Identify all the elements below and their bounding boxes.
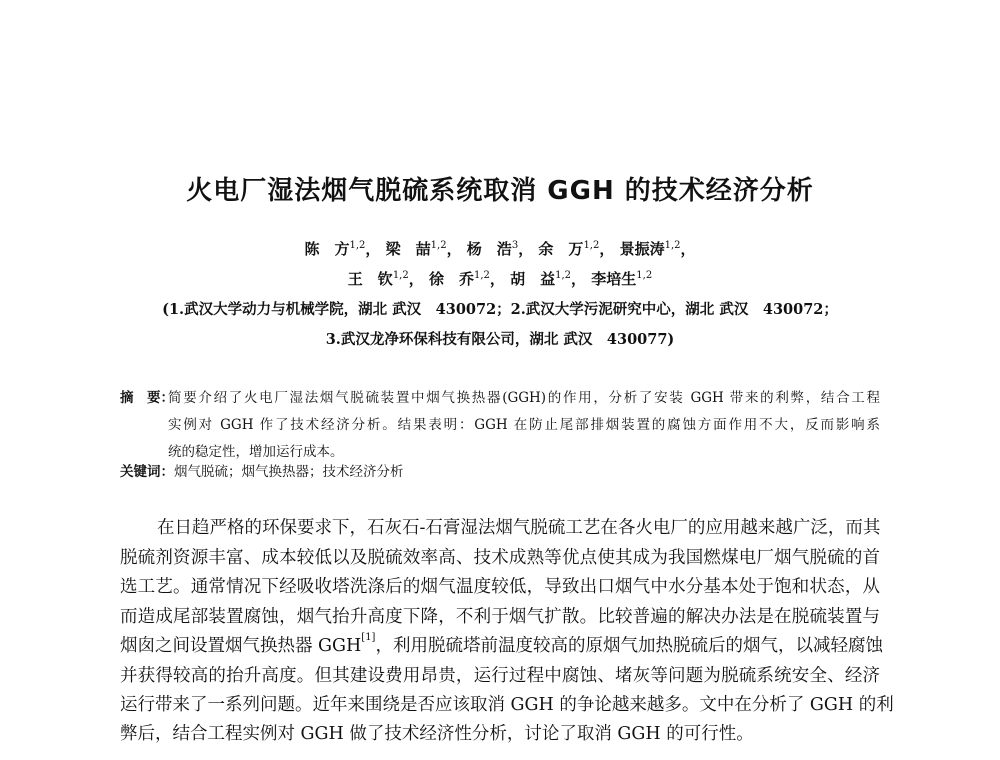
body-line: 脱硫剂资源丰富、成本较低以及脱硫效率高、技术成熟等优点使其成为我国燃煤电厂烟气脱硫的首 — [120, 548, 880, 568]
author: 景振涛$^{1,2}$ — [619, 240, 681, 258]
abstract — [120, 386, 880, 460]
abstract-line: 实例对 GGH 作了技术经济分析。结果表明：GGH 在防止尾部排烟装置的腐蚀方面作用不大，反而影响系 — [168, 417, 880, 433]
body-line — [120, 632, 883, 657]
authors-line-2: 王 钦$^{1,2}$， 徐 乔$^{1,2}$， 胡 益$^{1,2}$， 李培生$^{1,2}$ — [347, 270, 653, 288]
body-line: 弊后，结合工程实例对 GGH 做了技术经济性分析，讨论了取消 GGH 的可行性。 — [120, 724, 754, 744]
body-line: 在日趋严格的环保要求下，石灰石-石膏湿法烟气脱硫工艺在各火电厂的应用越来越广泛，而其 — [157, 518, 881, 538]
author: 徐 乔$^{1,2}$ — [428, 270, 490, 288]
body-text: 烟囱之间设置烟气换热器 GGH — [120, 636, 362, 656]
author: 陈 方$^{1,2}$ — [304, 240, 366, 258]
body-text: ，利用脱硫塔前温度较高的原烟气加热脱硫后的烟气，以减轻腐蚀 — [375, 636, 883, 656]
body-line: 而造成尾部装置腐蚀，烟气抬升高度下降，不利于烟气扩散。比较普遍的解决办法是在脱硫装置与 — [120, 607, 880, 627]
abstract-label: 摘 要： — [120, 390, 174, 406]
keywords-text: 烟气脱硫；烟气换热器；技术经济分析 — [174, 464, 404, 480]
keywords-label: 关键词： — [120, 464, 174, 480]
abstract-line: 统的稳定性，增加运行成本。 — [168, 444, 344, 460]
author: 李培生$^{1,2}$ — [591, 270, 653, 288]
body-line: 运行带来了一系列问题。近年来围绕是否应该取消 GGH 的争论越来越多。文中在分析了 GGH 的利 — [120, 695, 894, 715]
author: 胡 益$^{1,2}$ — [510, 270, 572, 288]
abstract-line: 简要介绍了火电厂湿法烟气脱硫装置中烟气换热器(GGH)的作用，分析了安装 GGH 带来的利弊，结合工程 — [168, 390, 880, 406]
affiliation-line-2: 3.武汉龙净环保科技有限公司，湖北 武汉 430077) — [325, 331, 675, 348]
keywords — [120, 460, 404, 480]
author: 余 万$^{1,2}$ — [538, 240, 600, 258]
body-line: 并获得较高的抬升高度。但其建设费用昂贵，运行过程中腐蚀、堵灰等问题为脱硫系统安全、经济 — [120, 666, 880, 686]
body-line: 选工艺。通常情况下经吸收塔洗涤后的烟气温度较低，导致出口烟气中水分基本处于饱和状态，从 — [120, 577, 880, 597]
author: 梁 喆$^{1,2}$ — [385, 240, 447, 258]
author: 王 钦$^{1,2}$ — [347, 270, 409, 288]
authors-line-1: 陈 方$^{1,2}$， 梁 喆$^{1,2}$， 杨 浩$^3$， 余 万$^{1,2}$， 景振涛$^{1,2}$， — [304, 240, 696, 258]
author: 杨 浩$^3$ — [466, 240, 519, 258]
citation: [1] — [361, 632, 376, 643]
paper-title: 火电厂湿法烟气脱硫系统取消 GGH 的技术经济分析 — [186, 176, 814, 206]
affiliation-line-1: (1.武汉大学动力与机械学院，湖北 武汉 430072；2.武汉大学污泥研究中心，湖北 武汉 430072； — [162, 301, 838, 318]
